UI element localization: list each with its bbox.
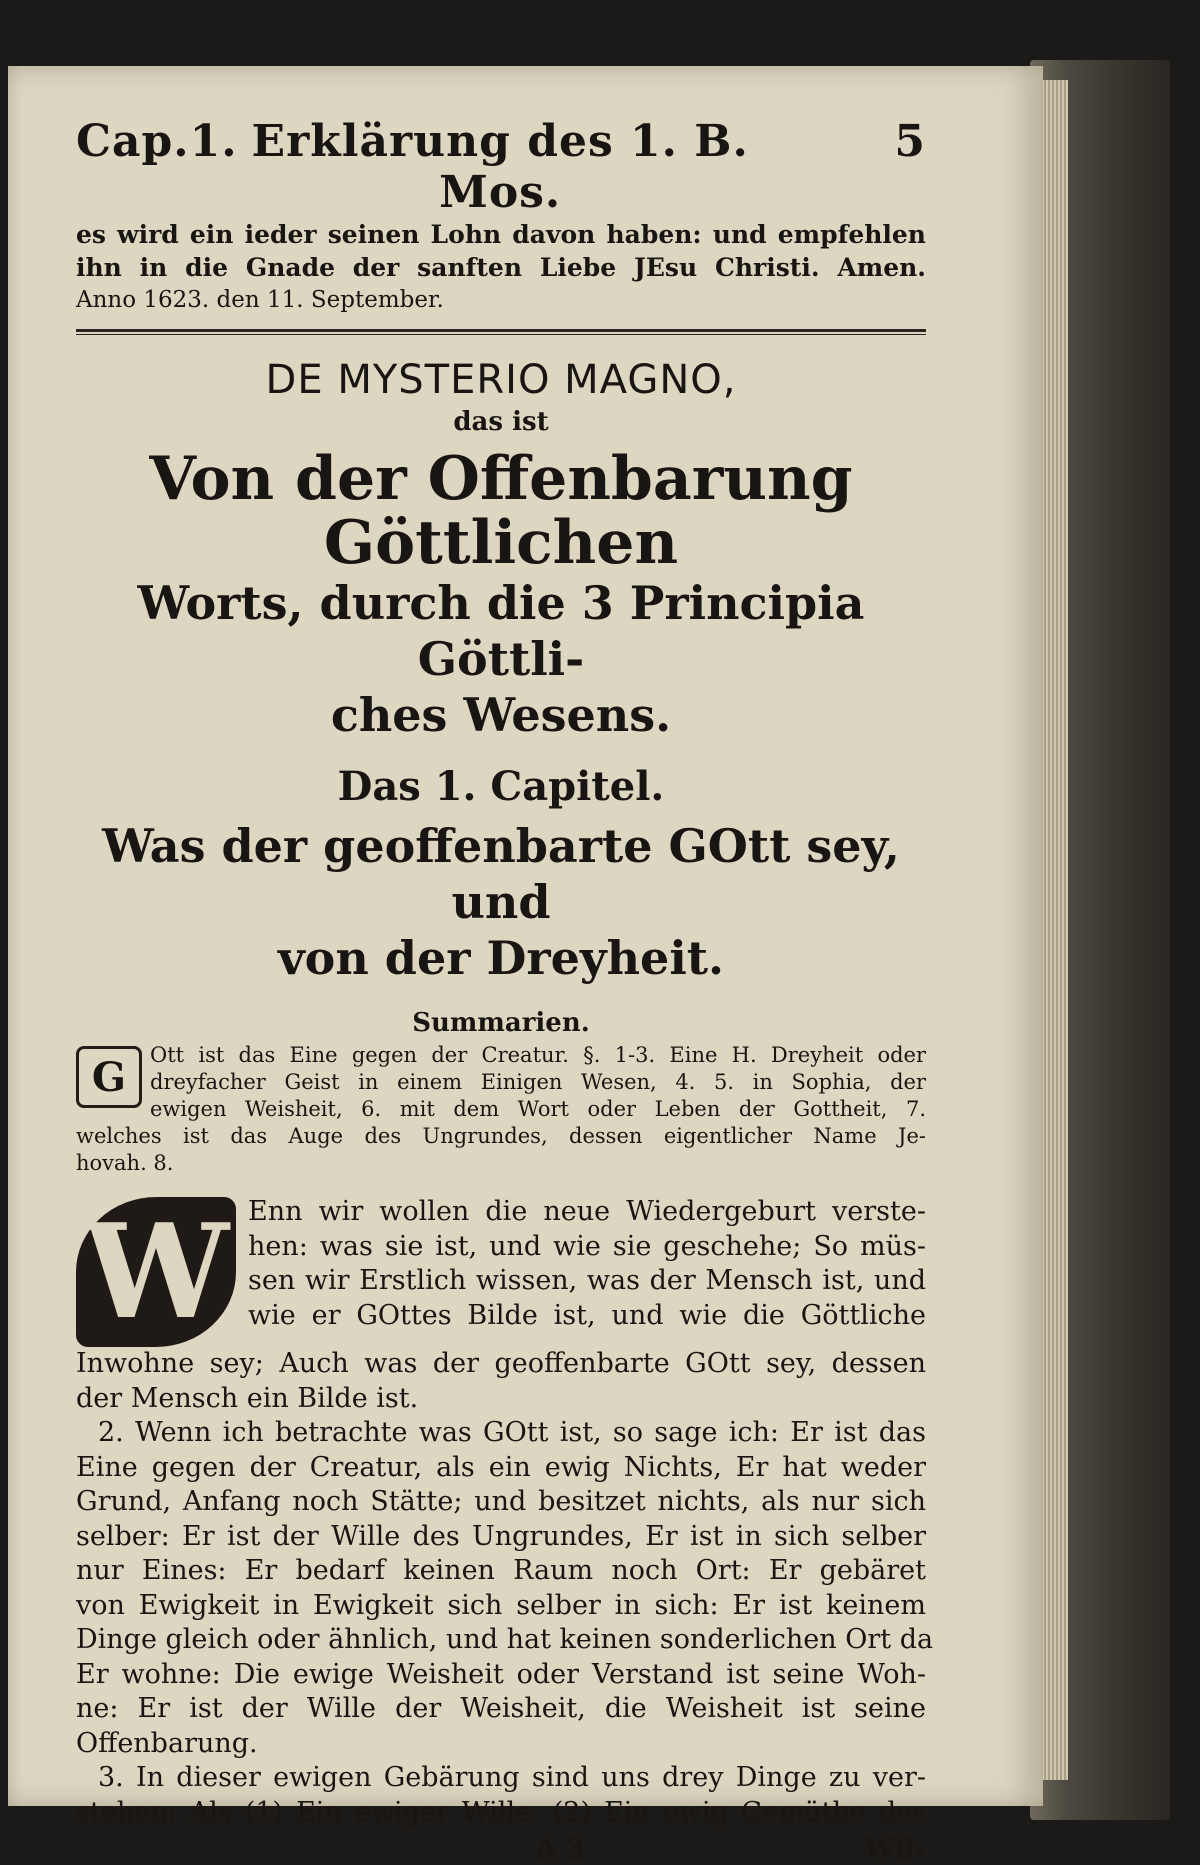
- text-line: ihn in die Gnade der sanften Liebe JEsu Christi. Amen.: [76, 253, 926, 282]
- summary-line: ewigen Weisheit, 6. mit dem Wort oder Leben der Gottheit, 7.: [150, 1097, 926, 1121]
- running-head: [76, 116, 926, 218]
- chapter-title-line-2: von der Dreyheit.: [277, 931, 725, 985]
- paragraph-1: [76, 1195, 926, 1416]
- summary-line: dreyfacher Geist in einem Einigen Wesen, 4. 5. in Sophia, der: [150, 1070, 926, 1094]
- summary-line: welches ist das Auge des Ungrundes, dessen eigentlicher Name Je-: [76, 1124, 926, 1148]
- work-title-line-1: Von der Offenbarung Göttlichen: [149, 444, 853, 578]
- double-rule-divider: [76, 329, 926, 335]
- text-line: Er wohne: Die ewige Weisheit oder Verstand ist seine Woh-: [76, 1658, 926, 1690]
- work-title-line-2: Worts, durch die 3 Principia Göttli-: [137, 576, 865, 686]
- text-line: Inwohne sey; Auch was der geoffenbarte GOtt sey, dessen: [76, 1348, 926, 1379]
- text-line: 2. Wenn ich betrachte was GOtt ist, so sage ich: Er ist das: [98, 1417, 926, 1448]
- running-head-title: Erklärung des 1. B. Mos.: [251, 116, 749, 218]
- work-title-line-3: ches Wesens.: [330, 688, 672, 742]
- summary-block: [76, 1042, 926, 1177]
- signature-mark: A 3: [536, 1834, 586, 1865]
- text-line: stehen: Als (1) Ein ewiger Wille. (2) Ein ewig Gemüthe des: [76, 1796, 926, 1828]
- running-head-chapter: Cap.1.: [76, 116, 238, 167]
- page-content: [76, 116, 934, 1865]
- text-line: ne: Er ist der Wille der Weisheit, die Weisheit ist seine: [76, 1693, 926, 1724]
- text-line: Enn wir wollen die neue Wiedergeburt verste-: [248, 1196, 926, 1227]
- chapter-title-line-1: Was der geoffenbarte GOtt sey, und: [102, 819, 900, 929]
- book-edge: [1030, 60, 1170, 1820]
- text-line: Offenbarung.: [76, 1727, 258, 1759]
- text-line: es wird ein ieder seinen Lohn davon haben: und empfehlen: [76, 220, 926, 249]
- paragraph-2: [76, 1416, 934, 1761]
- latin-title: DE MYSTERIO MAGNO,: [265, 357, 737, 403]
- chapter-label: Das 1. Capitel.: [337, 763, 665, 810]
- text-line: wie er GOttes Bilde ist, und wie die Göttliche: [248, 1299, 926, 1331]
- summary-heading: Summarien.: [412, 1008, 590, 1038]
- text-line: nur Eines: Er bedarf keinen Raum noch Ort: Er gebäret: [76, 1555, 926, 1586]
- das-ist-label: das ist: [453, 407, 549, 437]
- text-line: sen wir Erstlich wissen, was der Mensch ist, und: [248, 1265, 926, 1296]
- text-line: selber: Er ist der Wille des Ungrundes, Er ist in sich selber: [76, 1520, 926, 1552]
- text-line: Grund, Anfang noch Stätte; und besitzet nichts, als nur sich: [76, 1486, 926, 1517]
- summary-initial-letter: G: [76, 1046, 142, 1108]
- text-line: von Ewigkeit in Ewigkeit sich selber in sich: Er ist keinem: [76, 1589, 926, 1621]
- text-line: 3. In dieser ewigen Gebärung sind uns drey Dinge zu ver-: [98, 1762, 926, 1793]
- text-line: Dinge gleich oder ähnlich, und hat keinen sonderlichen Ort da: [76, 1624, 934, 1655]
- paragraph-3: [76, 1761, 926, 1830]
- text-line: der Mensch ein Bilde ist.: [76, 1382, 419, 1414]
- preface-ending: [76, 218, 926, 317]
- page-footer: [76, 1834, 926, 1865]
- date-line: Anno 1623. den 11. September.: [76, 287, 444, 313]
- text-line: Eine gegen der Creatur, als ein ewig Nichts, Er hat weder: [76, 1451, 926, 1483]
- catchword: Wil-: [864, 1834, 926, 1865]
- summary-line: Ott ist das Eine gegen der Creatur. §. 1-3. Eine H. Dreyheit oder: [150, 1043, 926, 1067]
- book-page: [8, 66, 1043, 1865]
- body-text: [76, 1194, 934, 1830]
- text-line: hen: was sie ist, und wie sie geschehe; So müs-: [248, 1230, 926, 1262]
- decorated-initial-letter: W: [76, 1197, 236, 1347]
- page-number: 5: [894, 116, 926, 167]
- summary-line: hovah. 8.: [76, 1151, 174, 1175]
